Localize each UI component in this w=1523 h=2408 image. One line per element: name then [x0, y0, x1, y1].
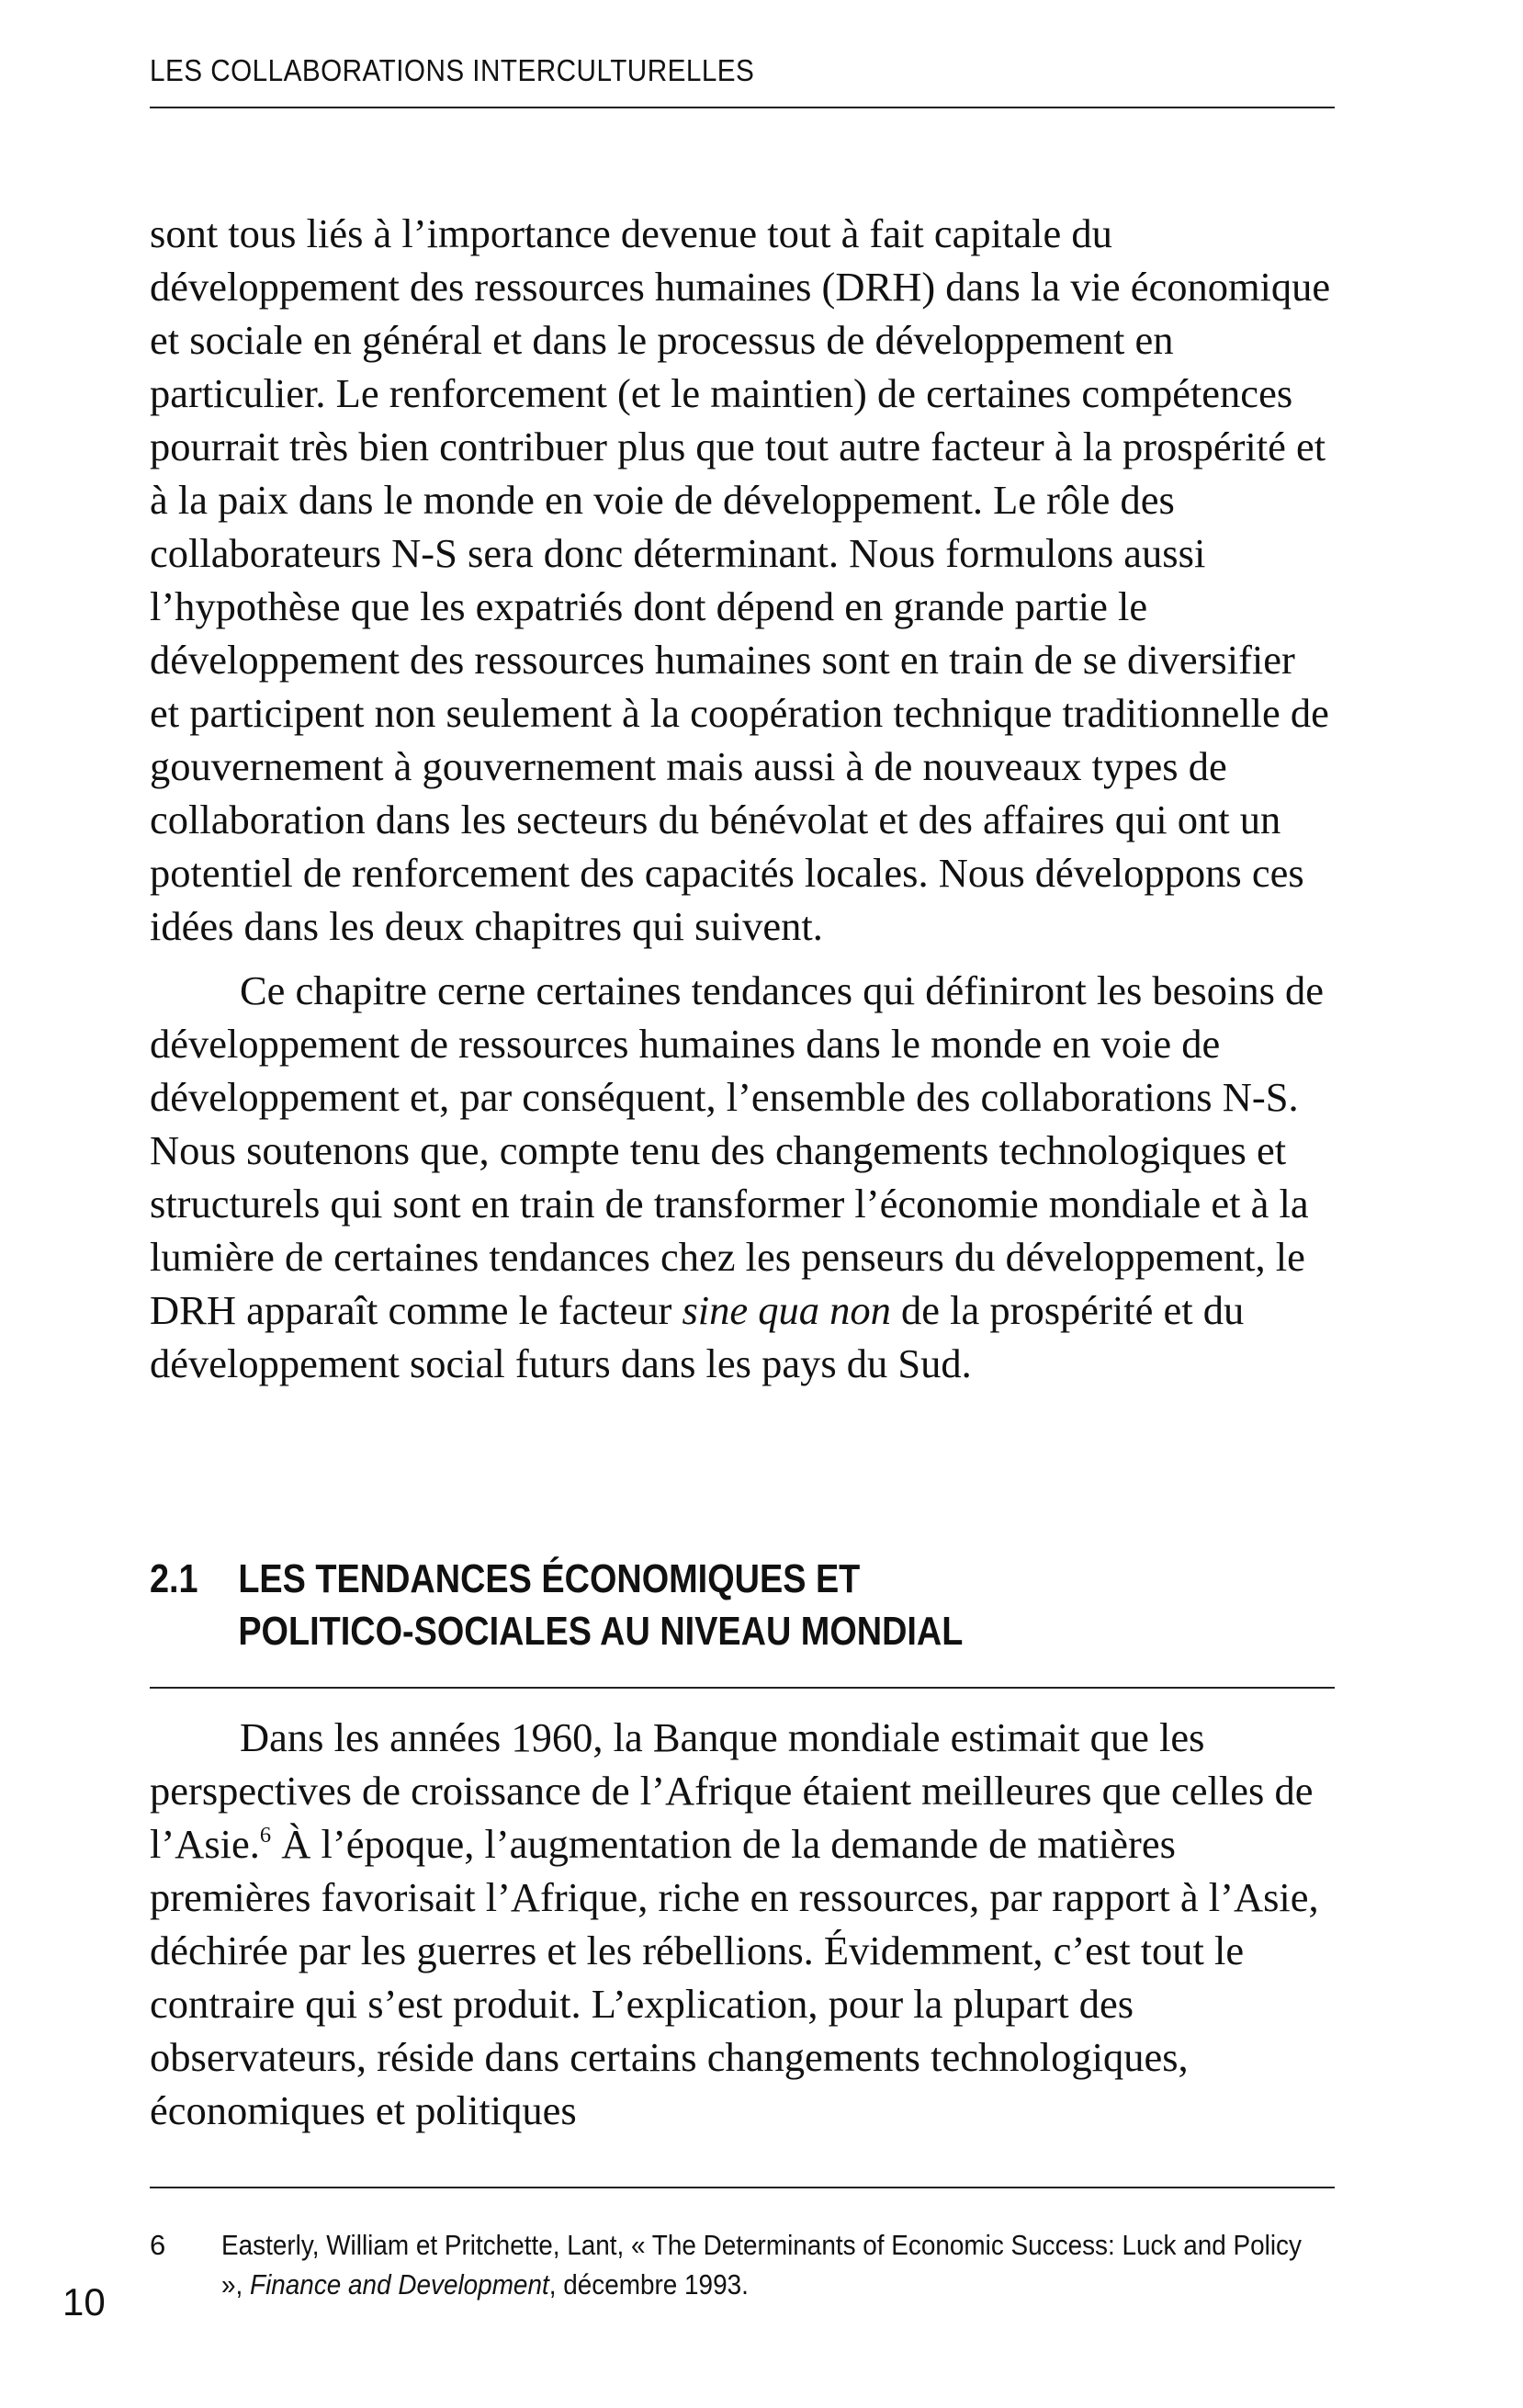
section-title-line-1: LES TENDANCES ÉCONOMIQUES ET	[238, 1556, 861, 1601]
paragraph-2-italic: sine qua non	[682, 1287, 891, 1333]
running-head: LES COLLABORATIONS INTERCULTURELLES	[150, 53, 755, 87]
body-text-upper	[150, 207, 1335, 1390]
paragraph-3-text-b: À l’époque, l’augmentation de la demande de matières premières favorisait l’Afrique, riche en ressources, par rapport à l’Asie, déchirée par les guerres et les rébellions. Évidemment, c’est tout le contraire qui s’est produit. L’explication, pour la plupart des observateurs, réside dans certains changements technologiques, économiques et politiques	[150, 1821, 1319, 2133]
paragraph-2-text-a: Ce chapitre cerne certaines tendances qui définiront les besoins de développement de ressources humaines dans le monde en voie de développement et, par conséquent, l’ensemble des collaborations N-S. Nous soutenons que, compte tenu des changements technologiques et structurels qui sont en train de transformer l’économie mondiale et à la lumière de certaines tendances chez les penseurs du développement, le DRH apparaît comme le facteur	[150, 967, 1325, 1333]
header-divider	[150, 107, 1335, 108]
paragraph-1: sont tous liés à l’importance devenue tout à fait capitale du développement des ressources humaines (DRH) dans la vie économique et sociale en général et dans le processus de développement en particulier. Le renforcement (et le maintien) de certaines compétences pourrait très bien contribuer plus que tout autre facteur à la prospérité et à la paix dans le monde en voie de développement. Le rôle des collaborateurs N-S sera donc déterminant. Nous formulons aussi l’hypothèse que les expatriés dont dépend en grande partie le développement des ressources humaines sont en train de se diversifier et participent non seulement à la coopération technique traditionnelle de gouvernement à gouvernement mais aussi à de nouveaux types de collaboration dans les secteurs du bénévolat et des affaires qui ont un potentiel de renforcement des capacités locales. Nous développons ces idées dans les deux chapitres qui suivent.	[150, 210, 1331, 949]
section-title-line-2: POLITICO-SOCIALES AU NIVEAU MONDIAL	[238, 1609, 964, 1654]
paragraph-2	[150, 964, 1335, 1390]
body-text-lower	[150, 1711, 1335, 2137]
paragraph-3-text-a: Dans les années 1960, la Banque mondiale estimait que les perspectives de croissance de l’Afrique étaient meilleures que celles de l’Asie.	[150, 1714, 1314, 1867]
paragraph-3	[150, 1711, 1335, 2137]
section-number: 2.1	[150, 1556, 198, 1601]
section-heading-line-1	[150, 1553, 1168, 1605]
footnote-divider	[150, 2187, 1335, 2188]
footnote-text-b: , décembre 1993.	[548, 2268, 749, 2301]
footnote-journal-title: Finance and Development	[250, 2268, 549, 2301]
page-number: 10	[62, 2280, 106, 2323]
section-divider	[150, 1687, 1335, 1689]
footnote-text	[221, 2225, 1321, 2304]
footnote-text-a: Easterly, William et Pritchette, Lant, « The Determinants of Economic Success: Luck and Policy »,	[221, 2229, 1302, 2301]
footnote-number: 6	[150, 2229, 166, 2261]
section-heading	[150, 1553, 1168, 1657]
footnote-reference[interactable]: 6	[259, 1822, 272, 1848]
paragraph-2-text-b: de la prospérité et du développement social futurs dans les pays du Sud.	[150, 1287, 1245, 1386]
footnote	[150, 2225, 1335, 2304]
